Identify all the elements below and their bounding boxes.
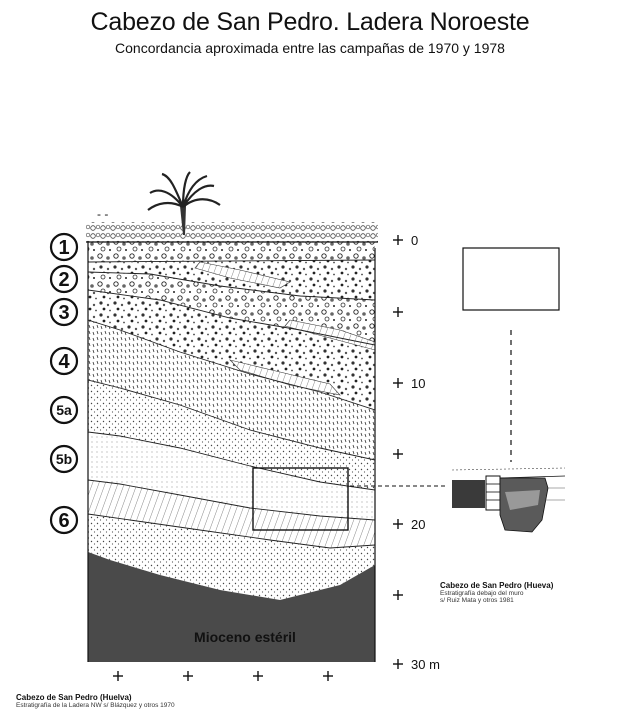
layer-6-marker [51,507,77,533]
inset-caption-title: Cabezo de San Pedro (Hueva) [440,581,554,590]
top-mark: - - [97,207,109,221]
depth-tick [393,657,440,672]
depth-tick [393,590,403,600]
section-layers [88,242,375,662]
figure-title: Cabezo de San Pedro. Ladera Noroeste [90,8,530,36]
inset-caption-line2: s/ Ruiz Mata y otros 1981 [440,597,514,604]
main-caption-title: Cabezo de San Pedro (Huelva) [16,693,132,702]
figure-subtitle: Concordancia aproximada entre las campañas de 1970 y 1978 [115,40,505,56]
layer-4-marker [51,348,77,374]
depth-label: 30 m [411,657,440,672]
layer-2-marker [51,266,77,292]
layer-3-label: 3 [58,302,70,324]
depth-tick [393,307,403,317]
layer-4-label: 4 [58,351,70,373]
layer-1-marker [51,234,77,260]
layer-6-label: 6 [58,510,70,532]
depth-tick [393,517,425,532]
main-caption [16,693,316,709]
layer-5b-label: 5b [55,451,73,467]
depth-tick [393,376,425,391]
inset-caption-line1: Estratigrafía debajo del muro [440,590,524,597]
depth-scale [393,233,440,672]
depth-tick [393,233,418,248]
layer-3-marker [51,299,77,325]
inset-section [450,462,565,540]
layer-5b-marker [51,446,77,472]
base-label: Mioceno estéril [194,629,296,645]
horizontal-tick [113,671,123,681]
bottom-scale [113,671,333,681]
layer-2-label: 2 [58,269,70,291]
horizontal-tick [253,671,263,681]
main-caption-line1: Estratigrafía de la Ladera NW s/ Blázquez y otros 1970 [16,702,175,709]
depth-tick [393,449,403,459]
upper-reference-box [463,248,559,310]
layer-markers [51,234,77,533]
layer-1-band [88,242,375,262]
vegetation-band [86,222,378,242]
layer-1-label: 1 [58,237,70,259]
layer-5a-marker [51,397,77,423]
inset-caption [440,581,610,604]
depth-label: 0 [411,233,419,248]
depth-label: 10 [411,376,426,391]
horizontal-tick [183,671,193,681]
depth-label: 20 [411,517,426,532]
horizontal-tick [323,671,333,681]
layer-5a-label: 5a [56,402,72,418]
